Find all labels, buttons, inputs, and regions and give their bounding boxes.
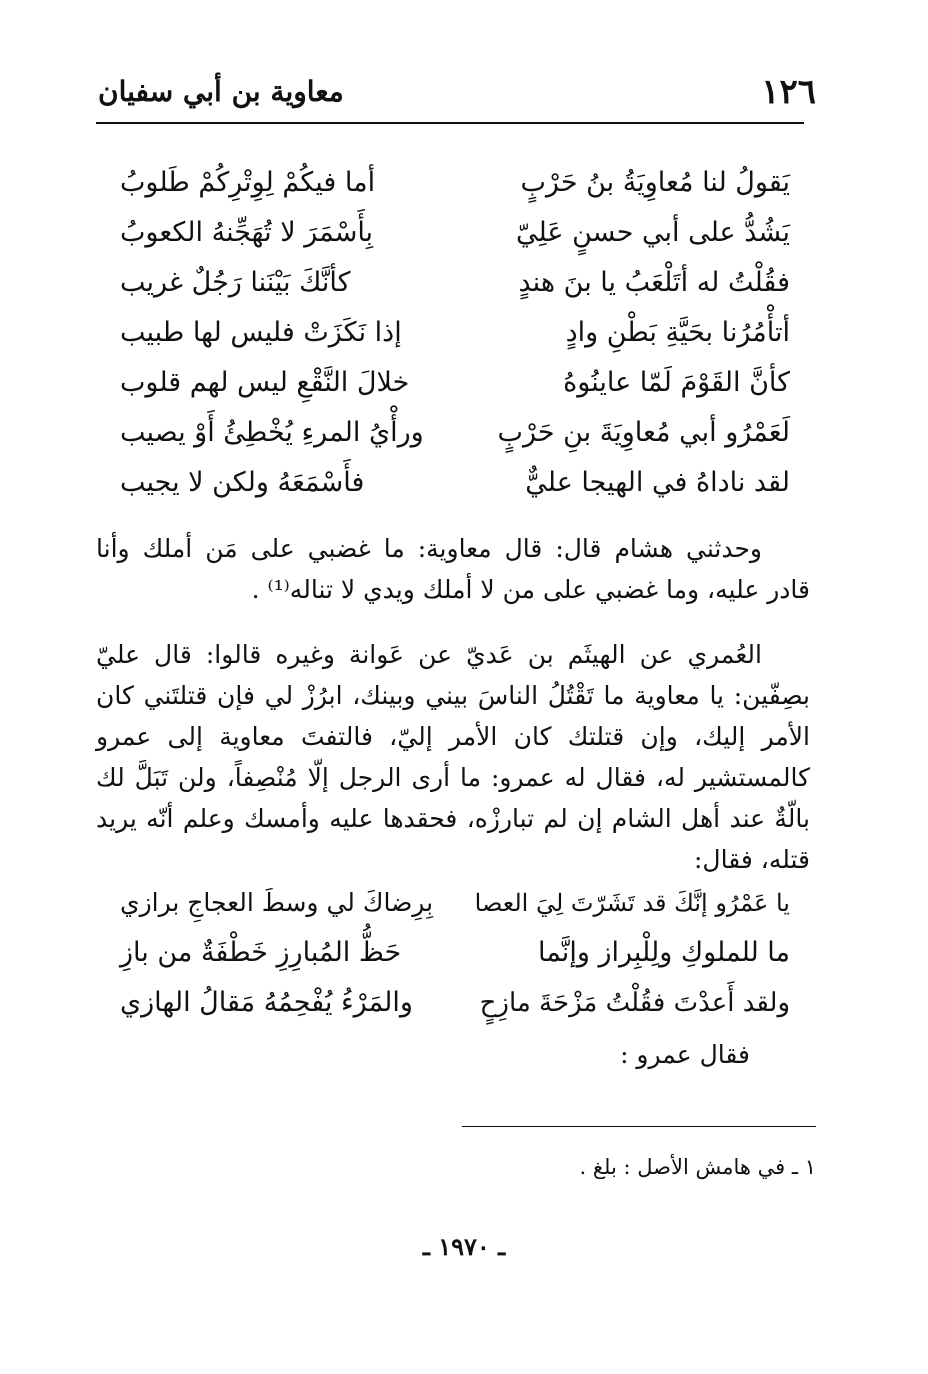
verse-first-hemistich: يَشُدُّ على أبي حسنٍ عَلِيّ — [515, 217, 790, 248]
verse-first-hemistich: كأنَّ القَوْمَ لَمّا عاينُوهُ — [563, 367, 790, 398]
header-rule — [96, 122, 804, 124]
verse-first-hemistich: أتأْمُرُنا بحَيَّةِ بَطْنِ وادٍ — [565, 317, 790, 348]
verse-second-hemistich: كأنَّكَ بَيْنَنا رَجُلٌ غريب — [120, 267, 351, 298]
paragraph-text: وحدثني هشام قال: قال معاوية: ما غضبي على مَن أملك وأنا قادر عليه، وما غضبي على من لا أملك ويدي لا تناله⁽¹⁾ . — [96, 534, 810, 604]
running-title: معاوية بن أبي سفيان — [98, 75, 344, 108]
verse-first-hemistich: يا عَمْرُو إنَّكَ قد تَشَرّتَ لِيَ العصا — [474, 889, 790, 917]
verse-second-hemistich: أما فيكُمْ لِوِتْرِكُمْ طَلوبُ — [120, 167, 376, 198]
verse-line — [120, 458, 790, 508]
verse-first-hemistich: ما للملوكِ ولِلْبِراز وإنَّما — [537, 937, 790, 968]
verse-second-hemistich: حَظُّ المُبارِزِ خَطْفَةٌ من بازِ — [120, 937, 402, 968]
verse-line — [120, 408, 790, 458]
verse-line — [120, 158, 790, 208]
verse-line — [120, 878, 790, 928]
verse-second-hemistich: والمَرْءُ يُفْحِمُهُ مَقالُ الهازي — [120, 987, 413, 1018]
verse-line — [120, 208, 790, 258]
verse-second-hemistich: إذا نَكَزَتْ فليس لها طبيب — [120, 317, 402, 348]
poem-block-2 — [120, 878, 790, 1028]
verse-second-hemistich: بِرِضاكَ لي وسطَ العجاجِ برازي — [120, 888, 434, 917]
verse-first-hemistich: لَعَمْرُو أبي مُعاوِيَةَ بنِ حَرْبٍ — [497, 417, 790, 448]
verse-line — [120, 928, 790, 978]
folio-number: ـ ١٩٧٠ ـ — [422, 1232, 506, 1261]
verse-second-hemistich: ورأْيُ المرءِ يُخْطِئُ أَوْ يصيب — [120, 417, 424, 448]
paragraph-text: العُمري عن الهيثَم بن عَديّ عن عَوانة وغيره قالوا: قال عليّ بصِفّين: يا معاوية ما تَقْتُلُ الناسَ بيني وبينك، ابرُزْ لي فإن قتلتَني كان الأمر إليك، وإن قتلتك كان الأمر إليّ، فالتفتَ معاوية إلى عمرو كالمستشير له، فقال له عمرو: ما أرى الرجل إلّا مُنْصِفاً، ولن تَبَلَّ لك بالّةٌ عند أهل الشام إن لم تبارزْه، فحقدها عليه وأمسك وعلم أنّه يريد قتله، فقال: — [96, 640, 810, 874]
footnote: ١ ـ في هامش الأصل : بلغ . — [579, 1155, 816, 1179]
verse-first-hemistich: ولقد أَعدْتَ فقُلْتُ مَزْحَةَ مازِحٍ — [479, 988, 790, 1018]
verse-first-hemistich: فقُلْتُ له أتَلْعَبُ يا بنَ هندٍ — [518, 267, 790, 298]
verse-first-hemistich: لقد ناداهُ في الهيجا عليٌّ — [525, 467, 790, 498]
verse-second-hemistich: بِأَسْمَرَ لا تُهَجِّنهُ الكعوبُ — [120, 217, 374, 248]
page-number: ١٢٦ — [761, 72, 816, 112]
verse-second-hemistich: فأَسْمَعَهُ ولكن لا يجيب — [120, 467, 365, 498]
verse-second-hemistich: خلالَ النَّقْعِ ليس لهم قلوب — [120, 367, 410, 398]
poem-block-1 — [120, 158, 790, 508]
verse-first-hemistich: يَقولُ لنا مُعاوِيَةُ بنُ حَرْبٍ — [520, 167, 790, 198]
footnote-rule — [462, 1126, 816, 1127]
verse-line — [120, 358, 790, 408]
prose-paragraph-1 — [96, 528, 810, 610]
verse-line — [120, 308, 790, 358]
verse-line — [120, 258, 790, 308]
page-header — [98, 64, 816, 120]
prose-paragraph-2 — [96, 634, 810, 880]
verse-line — [120, 978, 790, 1028]
closing-line: فقال عمرو : — [620, 1040, 750, 1069]
